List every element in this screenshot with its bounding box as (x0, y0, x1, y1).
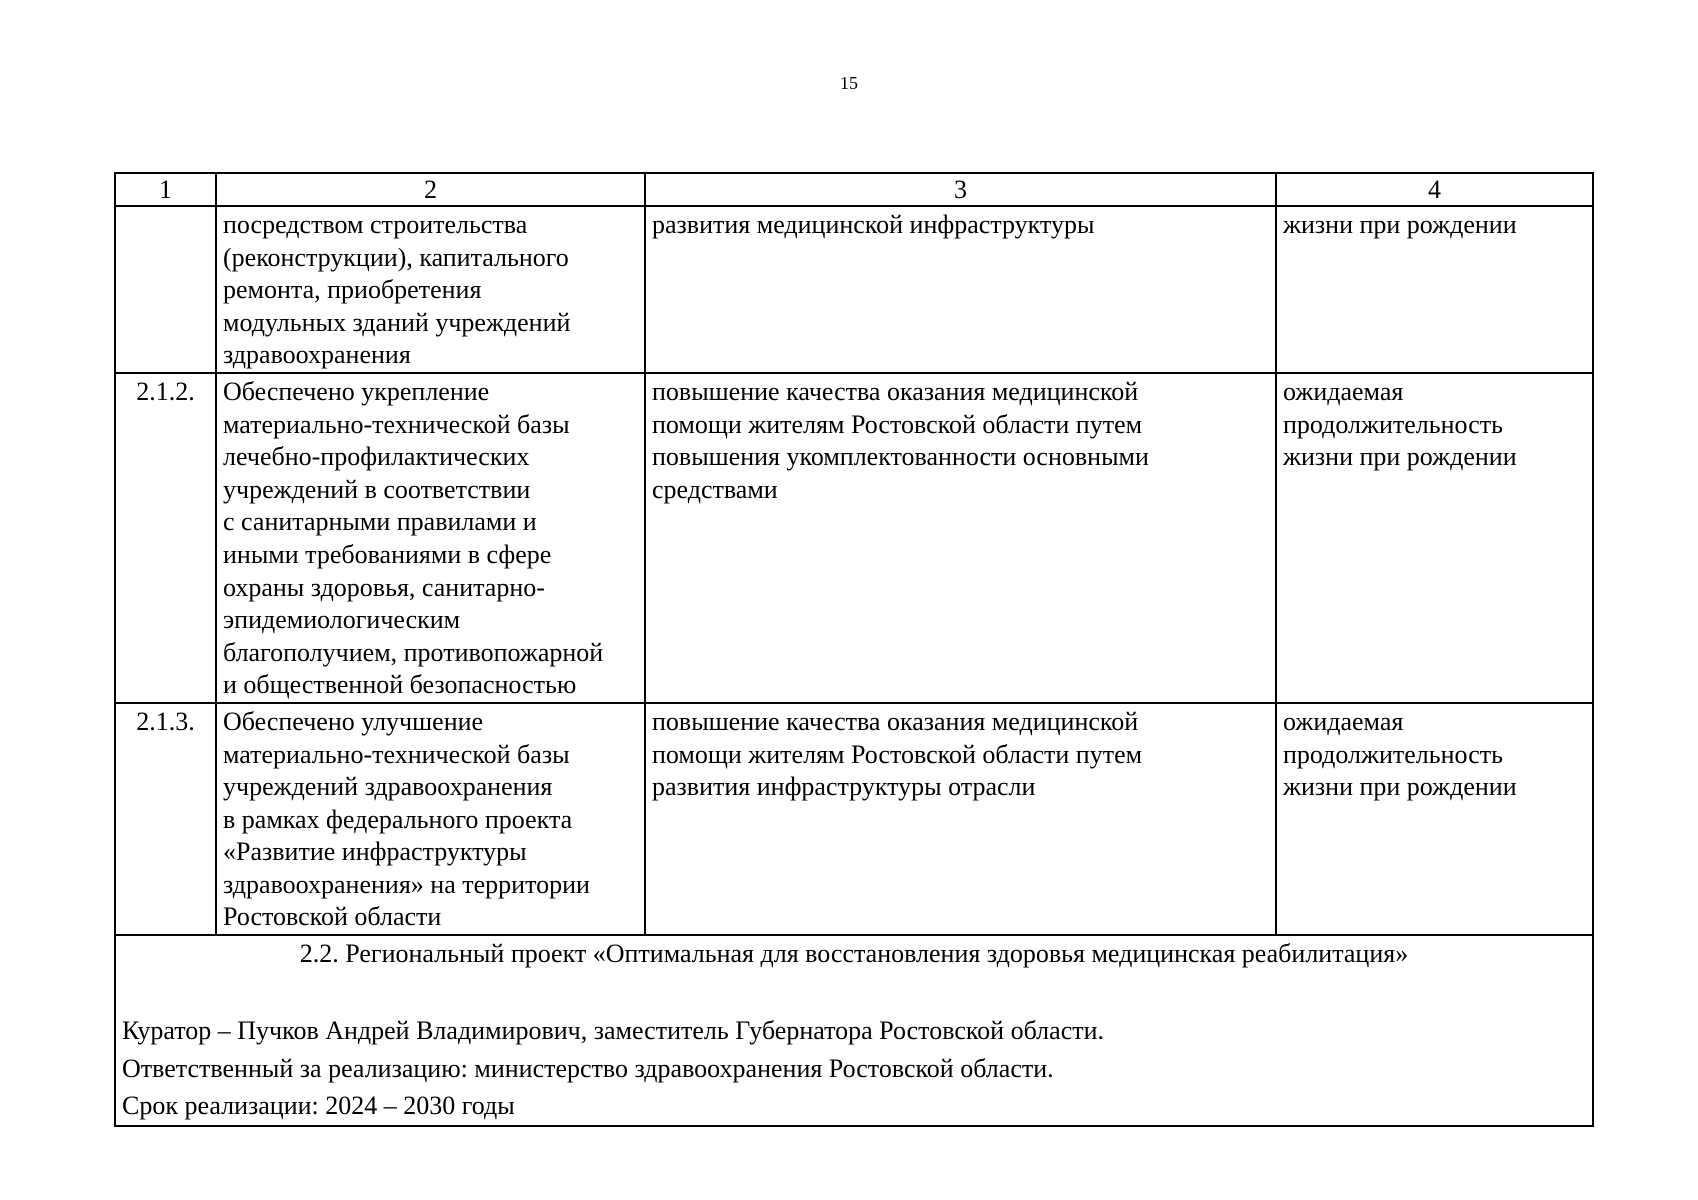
link-cell (1276, 206, 1593, 373)
header-col-1: 1 (115, 173, 216, 206)
table-header-row (115, 173, 1593, 206)
row-number (115, 703, 216, 935)
effect-text: развития медицинской инфраструктуры (652, 210, 1095, 239)
effect-text: повышение качества оказания медицинской помощи жителям Ростовской области путем развития инфраструктуры отрасли (652, 706, 1143, 802)
section-row (115, 935, 1593, 1126)
header-col-4: 4 (1276, 173, 1593, 206)
page-number: 15 (840, 73, 858, 93)
header-col-3: 3 (645, 173, 1276, 206)
section-spacer (122, 970, 1586, 1012)
header-col-2: 2 (216, 173, 645, 206)
effect-cell (645, 703, 1276, 935)
table-row (115, 373, 1593, 703)
section-responsible: Ответственный за реализацию: министерство здравоохранения Ростовской области. (122, 1053, 1054, 1083)
section-title: 2.2. Региональный проект «Оптимальная для восстановления здоровья медицинская реабилитация» (299, 939, 1409, 969)
row-number (115, 373, 216, 703)
effect-cell (645, 206, 1276, 373)
link-text: ожидаемая продолжительность жизни при рождении (1283, 376, 1517, 472)
link-text: ожидаемая продолжительность жизни при рождении (1283, 706, 1517, 802)
task-cell (216, 206, 645, 373)
row-number (115, 206, 216, 373)
task-cell (216, 703, 645, 935)
effect-cell (645, 373, 1276, 703)
task-text: Обеспечено укрепление материально-технической базы лечебно-профилактических учреждений в соответствии с санитарными правилами и иными требованиями в сфере охраны здоровья, санитарно- эпидемиологическим благополучием, противопожарной и общественной безопасностью (223, 376, 604, 700)
link-cell (1276, 703, 1593, 935)
task-cell (216, 373, 645, 703)
link-cell (1276, 373, 1593, 703)
row-number-text: 2.1.3. (136, 706, 195, 736)
section-cell (115, 935, 1593, 1126)
row-number-text: 2.1.2. (136, 376, 195, 406)
task-text: посредством строительства (реконструкции), капитального ремонта, приобретения модульных зданий учреждений здравоохранения (223, 210, 571, 370)
effect-text: повышение качества оказания медицинской помощи жителям Ростовской области путем повышения укомплектованности основными средствами (652, 376, 1149, 504)
task-text: Обеспечено улучшение материально-технической базы учреждений здравоохранения в рамках федерального проекта «Развитие инфраструктуры здравоохранения» на территории Ростовской области (223, 706, 590, 932)
table-row (115, 206, 1593, 373)
section-period: Срок реализации: 2024 – 2030 годы (122, 1091, 515, 1121)
link-text: жизни при рождении (1283, 210, 1517, 239)
section-curator: Куратор – Пучков Андрей Владимирович, заместитель Губернатора Ростовской области. (122, 1016, 1105, 1046)
table-row (115, 703, 1593, 935)
measures-table (114, 172, 1594, 1127)
